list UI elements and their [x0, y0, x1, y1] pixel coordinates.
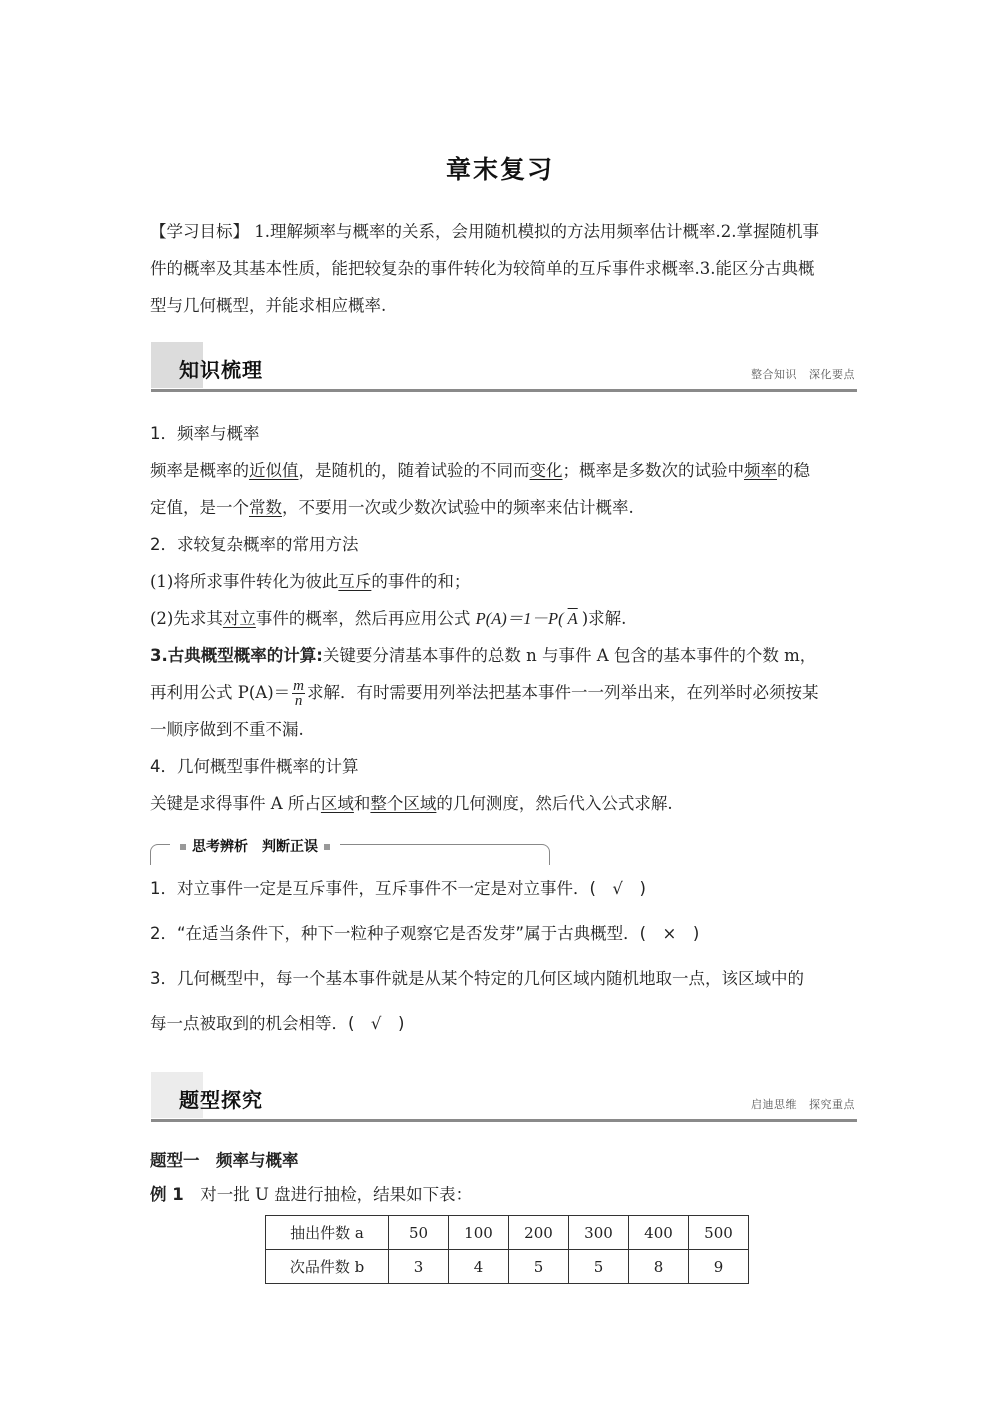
sample-table [265, 1215, 749, 1284]
tf-item: 1．对立事件一定是互斥事件，互斥事件不一定是对立事件．( √ ) [150, 879, 646, 898]
tf-item: 3．几何概型中，每一个基本事件就是从某个特定的几何区域内随机地取一点，该区域中的 [150, 969, 804, 988]
fraction: $\frac{m}{n}$ [293, 678, 304, 709]
section-title: 知识梳理 [179, 358, 263, 382]
section-title: 题型探究 [179, 1088, 263, 1112]
table-row: 抽出件数 a 50 100 200 300 400 500 [266, 1216, 749, 1250]
section-header-knowledge [151, 342, 857, 392]
true-false-list [150, 866, 860, 1046]
heading-1: 1．频率与概率 [150, 424, 260, 443]
knowledge-content: 1．频率与概率 频率是概率的近似值，是随机的，随着试验的不同而变化；概率是多数次的试验中频率的稳 定值，是一个常数，不要用一次或少数次试验中的频率来估计概率. 2．求较复杂概率的常用方法 (1)将所求事件转化为彼此互斥的事件的和； (2)先求其对立事件的概率，然后再应用公式 P(A)＝1－P( $\overline{A}$ )求解. 3.古典概型概率的计算:关键要分清基本事件的总数 n 与事件 A 包含的基本事件的个数 m， 再利用公式 P(A)＝ $\frac{m}{n}$ 求解．有时需要用列举法把基本事件一一列举出来，在列举时必须按某 一顺序做到不重不漏. 4．几何概型事件概率的计算 关键是求得事件 A 所占区域和整个区域的几何测度，然后代入公式求解. [150, 415, 860, 822]
heading-3: 3.古典概型概率的计算: [150, 646, 323, 665]
divider [151, 389, 857, 392]
think-judge-box: 思考辨析 判断正误 [150, 838, 550, 860]
page-title: 章末复习 [445, 155, 554, 184]
topic-1: 题型一 频率与概率 例 1 对一批 U 盘进行抽检，结果如下表： [150, 1144, 860, 1212]
learning-objectives: 【学习目标】 1.理解频率与概率的关系，会用随机模拟的方法用频率估计概率.2.掌握随机事 件的概率及其基本性质，能把较复杂的事件转化为较简单的互斥事件求概率.3.能区分古典概 型与几何概型，并能求相应概率. [150, 222, 819, 315]
square-bullet-icon [324, 844, 330, 850]
section-subtitle: 启迪思维 探究重点 [751, 1098, 855, 1111]
objectives-label: 【学习目标】 [150, 222, 249, 241]
table-row: 次品件数 b 3 4 5 5 8 9 [266, 1250, 749, 1284]
tf-item: 每一点被取到的机会相等．( √ ) [150, 1014, 405, 1033]
example-label: 例 1 [150, 1185, 184, 1204]
divider [151, 1119, 857, 1122]
heading-2: 2．求较复杂概率的常用方法 [150, 535, 359, 554]
heading-4: 4．几何概型事件概率的计算 [150, 757, 359, 776]
square-bullet-icon [180, 844, 186, 850]
tf-item: 2．“在适当条件下，种下一粒种子观察它是否发芽”属于古典概型．( × ) [150, 924, 700, 943]
section-header-topics [151, 1072, 857, 1122]
section-subtitle: 整合知识 深化要点 [751, 368, 855, 381]
topic-title: 题型一 频率与概率 [150, 1151, 299, 1170]
